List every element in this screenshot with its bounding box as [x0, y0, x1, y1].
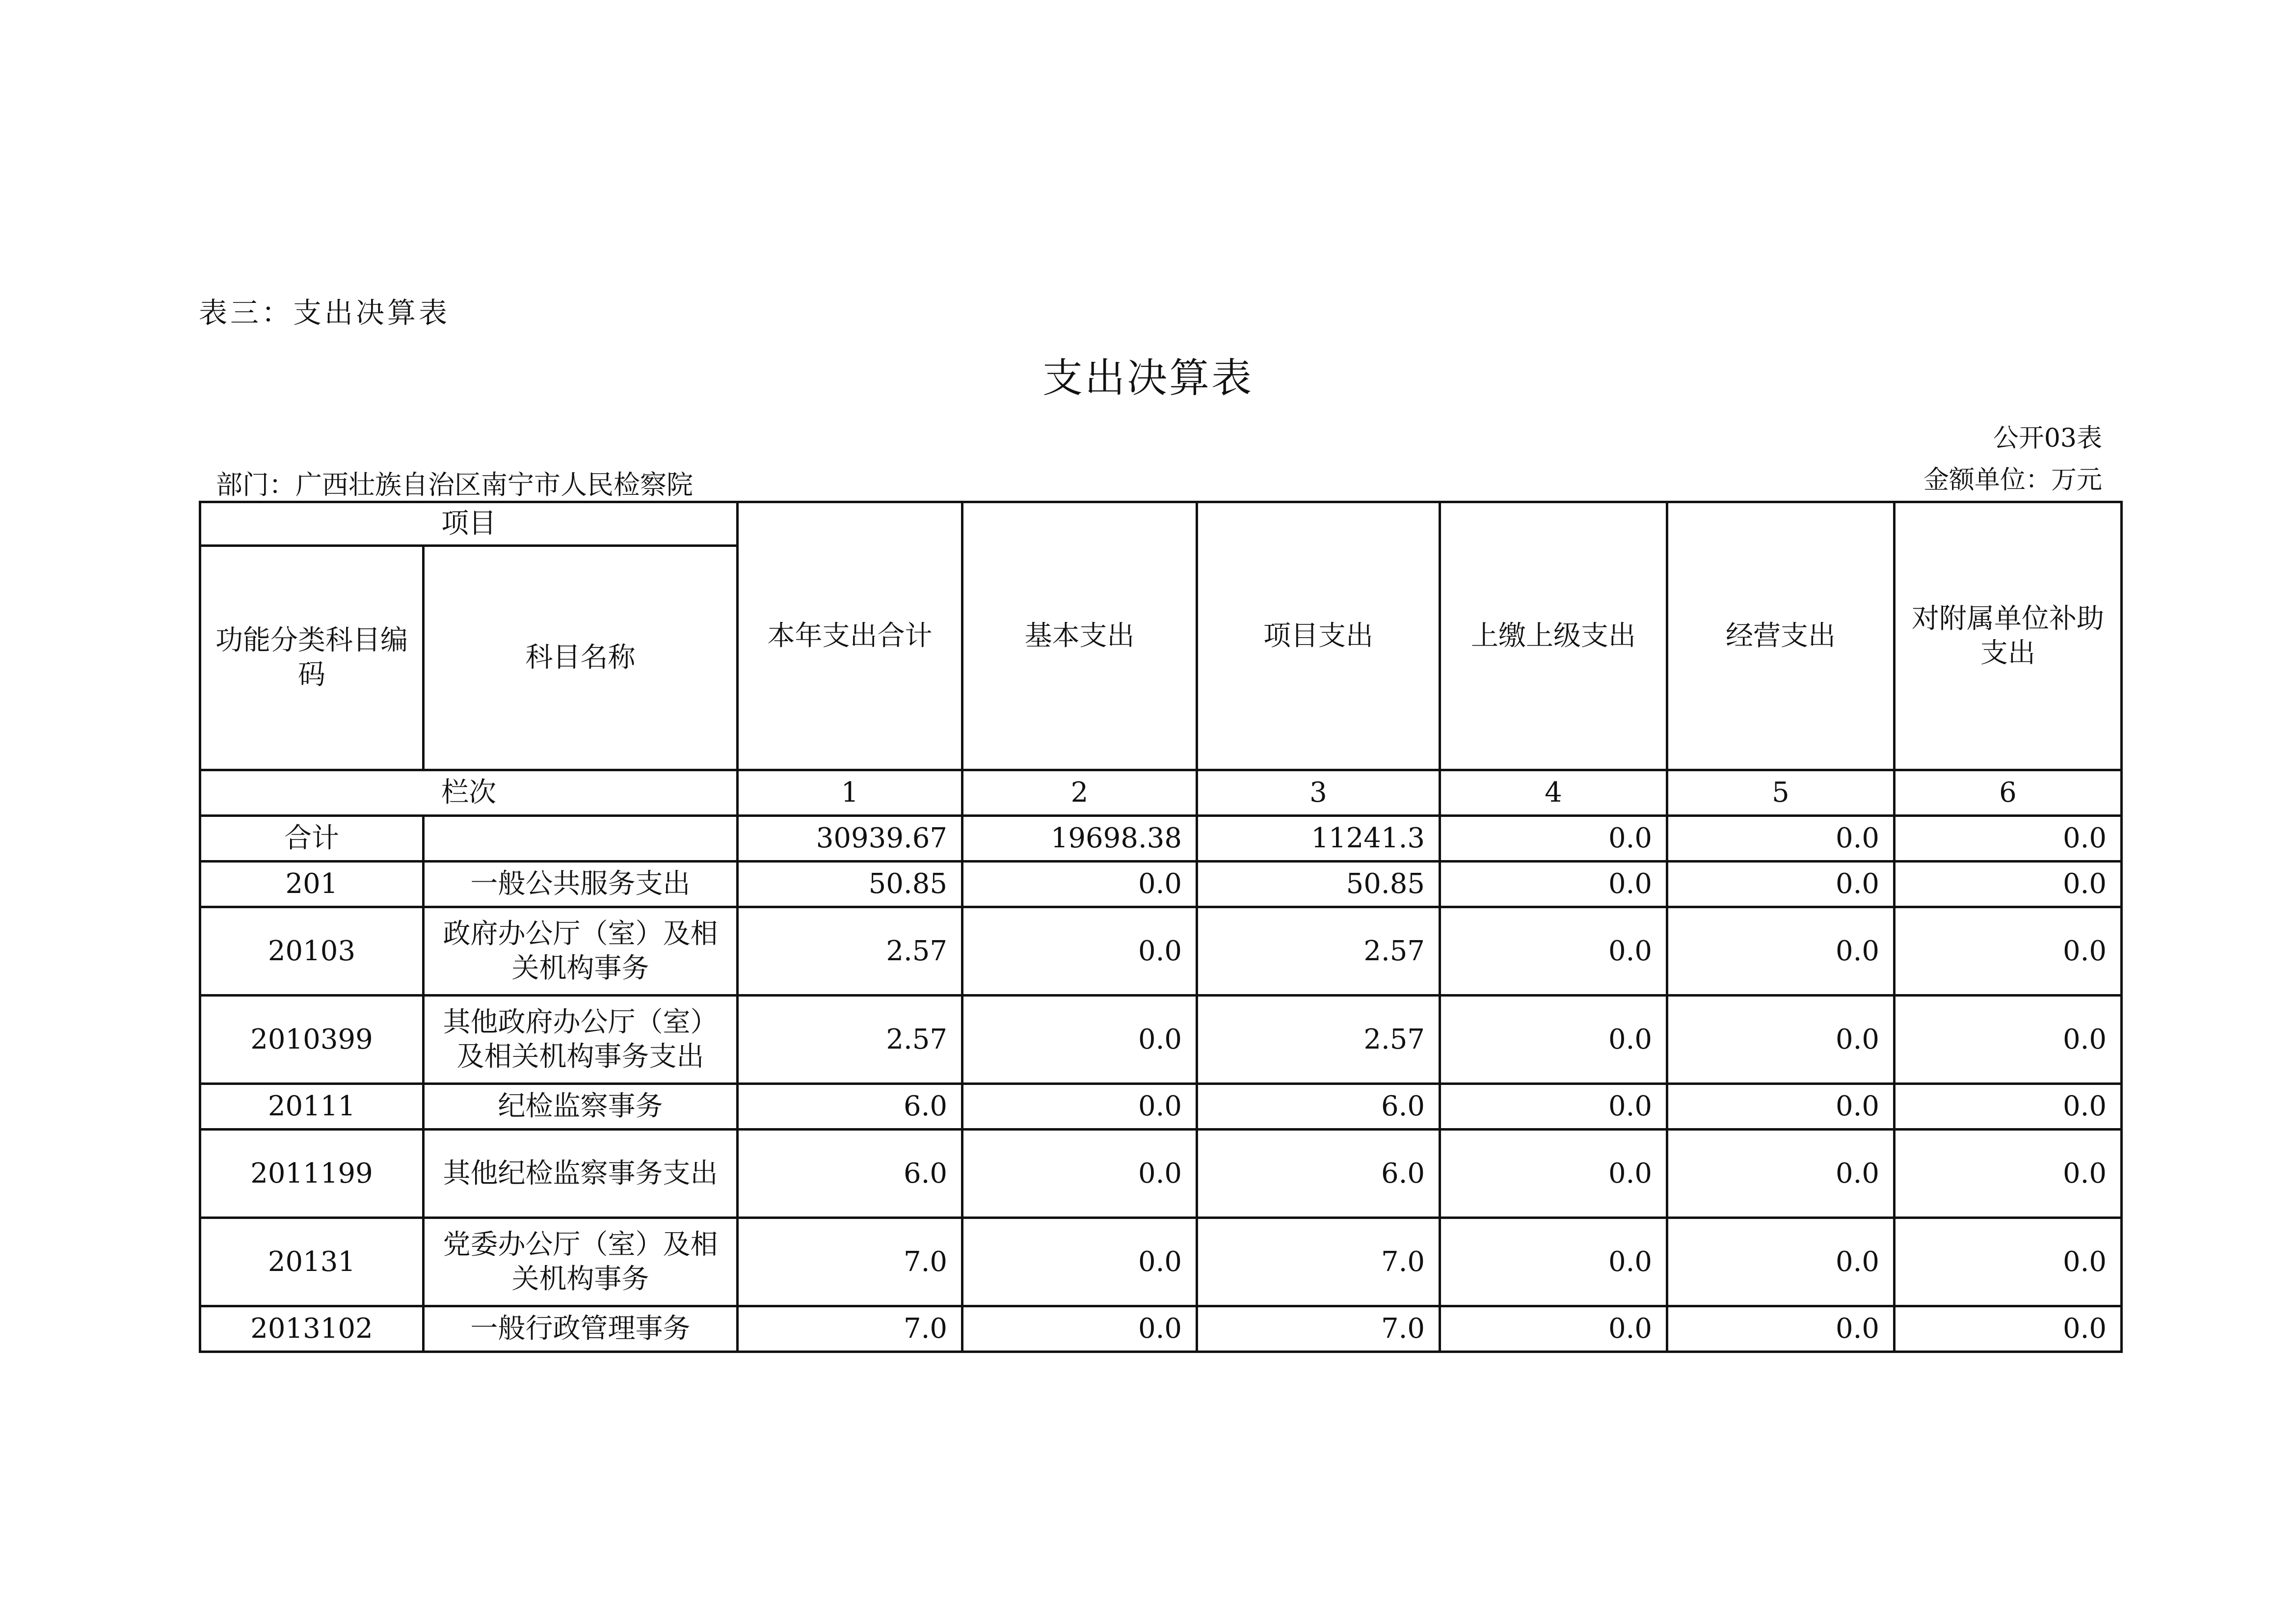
row-superior: 0.0	[1440, 1306, 1667, 1352]
row-basic: 0.0	[962, 907, 1197, 996]
table-row	[200, 1084, 2122, 1130]
row-subsidy: 0.0	[1895, 862, 2122, 907]
row-code: 2011199	[200, 1130, 424, 1218]
column-number-5: 5	[1667, 770, 1895, 816]
row-operating: 0.0	[1667, 1084, 1895, 1130]
row-name: 一般行政管理事务	[424, 1306, 738, 1352]
row-total: 6.0	[738, 1130, 962, 1218]
row-basic: 0.0	[962, 1306, 1197, 1352]
row-superior: 0.0	[1440, 1130, 1667, 1218]
row-code: 合计	[200, 816, 424, 862]
amount-unit-label: 金额单位：万元	[1923, 465, 2102, 495]
row-name: 其他政府办公厅（室）及相关机构事务支出	[424, 996, 738, 1084]
name-header: 科目名称	[424, 546, 738, 770]
row-name: 一般公共服务支出	[424, 862, 738, 907]
row-project: 50.85	[1197, 862, 1440, 907]
basic-header: 基本支出	[962, 502, 1197, 770]
total-header: 本年支出合计	[738, 502, 962, 770]
row-code: 20111	[200, 1084, 424, 1130]
row-project: 2.57	[1197, 996, 1440, 1084]
row-total: 2.57	[738, 996, 962, 1084]
row-operating: 0.0	[1667, 862, 1895, 907]
row-code: 20131	[200, 1218, 424, 1306]
document-title: 支出决算表	[1042, 355, 1254, 402]
table-row	[200, 1306, 2122, 1352]
row-operating: 0.0	[1667, 1218, 1895, 1306]
document-caption: 表三：支出决算表	[199, 296, 451, 329]
row-superior: 0.0	[1440, 996, 1667, 1084]
row-operating: 0.0	[1667, 1306, 1895, 1352]
table-row	[200, 1130, 2122, 1218]
table-row	[200, 1218, 2122, 1306]
row-total: 7.0	[738, 1218, 962, 1306]
row-project: 11241.3	[1197, 816, 1440, 862]
column-number-row	[200, 770, 2122, 816]
column-number-label: 栏次	[200, 770, 738, 816]
department-label: 部门：广西壮族自治区南宁市人民检察院	[216, 469, 693, 500]
row-basic: 0.0	[962, 862, 1197, 907]
row-code: 2010399	[200, 996, 424, 1084]
row-code: 20103	[200, 907, 424, 996]
form-code: 公开03表	[1993, 424, 2102, 453]
row-operating: 0.0	[1667, 907, 1895, 996]
row-name: 纪检监察事务	[424, 1084, 738, 1130]
row-operating: 0.0	[1667, 1130, 1895, 1218]
row-subsidy: 0.0	[1895, 1130, 2122, 1218]
column-number-6: 6	[1895, 770, 2122, 816]
row-subsidy: 0.0	[1895, 907, 2122, 996]
row-name: 政府办公厅（室）及相关机构事务	[424, 907, 738, 996]
row-operating: 0.0	[1667, 816, 1895, 862]
row-basic: 0.0	[962, 1084, 1197, 1130]
row-subsidy: 0.0	[1895, 996, 2122, 1084]
row-name	[424, 816, 738, 862]
row-basic: 0.0	[962, 1130, 1197, 1218]
column-number-3: 3	[1197, 770, 1440, 816]
row-name: 党委办公厅（室）及相关机构事务	[424, 1218, 738, 1306]
row-superior: 0.0	[1440, 862, 1667, 907]
row-superior: 0.0	[1440, 907, 1667, 996]
row-code: 2013102	[200, 1306, 424, 1352]
subsidy-header: 对附属单位补助支出	[1895, 502, 2122, 770]
row-total: 2.57	[738, 907, 962, 996]
table-row	[200, 996, 2122, 1084]
row-project: 6.0	[1197, 1130, 1440, 1218]
row-subsidy: 0.0	[1895, 1084, 2122, 1130]
column-number-1: 1	[738, 770, 962, 816]
row-code: 201	[200, 862, 424, 907]
row-total: 6.0	[738, 1084, 962, 1130]
row-basic: 0.0	[962, 1218, 1197, 1306]
row-total: 30939.67	[738, 816, 962, 862]
expense-table	[199, 501, 2123, 1353]
superior-header: 上缴上级支出	[1440, 502, 1667, 770]
row-subsidy: 0.0	[1895, 816, 2122, 862]
header-row-top	[200, 502, 2122, 546]
operating-header: 经营支出	[1667, 502, 1895, 770]
project-header: 项目支出	[1197, 502, 1440, 770]
table-row	[200, 816, 2122, 862]
row-name: 其他纪检监察事务支出	[424, 1130, 738, 1218]
row-superior: 0.0	[1440, 1218, 1667, 1306]
row-subsidy: 0.0	[1895, 1218, 2122, 1306]
row-project: 7.0	[1197, 1218, 1440, 1306]
row-project: 7.0	[1197, 1306, 1440, 1352]
row-basic: 0.0	[962, 996, 1197, 1084]
column-number-2: 2	[962, 770, 1197, 816]
row-operating: 0.0	[1667, 996, 1895, 1084]
code-header: 功能分类科目编码	[200, 546, 424, 770]
row-project: 6.0	[1197, 1084, 1440, 1130]
item-group-header: 项目	[200, 502, 738, 546]
row-total: 50.85	[738, 862, 962, 907]
table-row	[200, 862, 2122, 907]
row-superior: 0.0	[1440, 816, 1667, 862]
row-superior: 0.0	[1440, 1084, 1667, 1130]
row-subsidy: 0.0	[1895, 1306, 2122, 1352]
row-project: 2.57	[1197, 907, 1440, 996]
row-basic: 19698.38	[962, 816, 1197, 862]
row-total: 7.0	[738, 1306, 962, 1352]
table-row	[200, 907, 2122, 996]
column-number-4: 4	[1440, 770, 1667, 816]
